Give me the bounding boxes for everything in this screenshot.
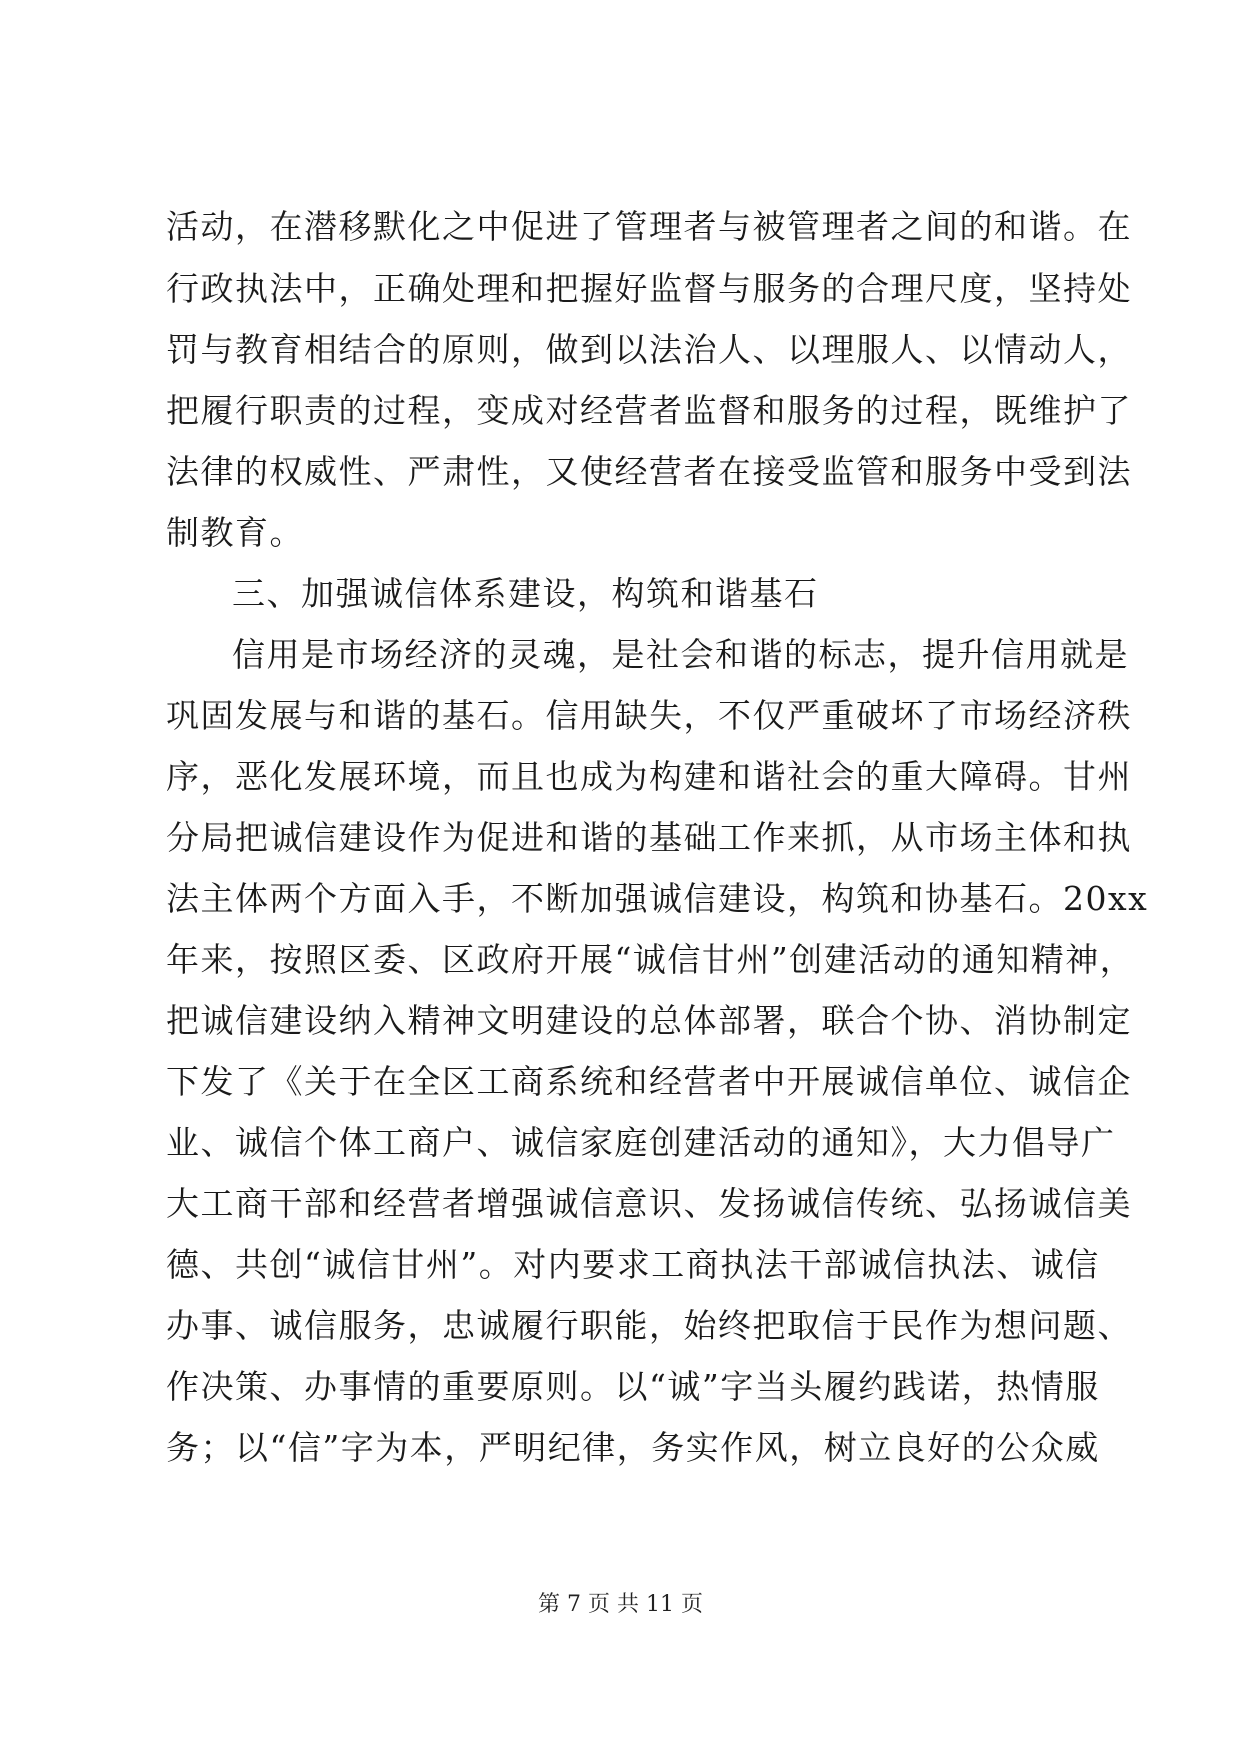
section-heading: 三、加强诚信体系建设，构筑和谐基石	[232, 574, 819, 613]
body-text-line: 巩固发展与和谐的基石。信用缺失，不仅严重破坏了市场经济秩	[166, 696, 1132, 735]
body-text-line: 法主体两个方面入手，不断加强诚信建设，构筑和协基石。20xx	[166, 879, 1149, 918]
body-text-line: 大工商干部和经营者增强诚信意识、发扬诚信传统、弘扬诚信美	[166, 1184, 1132, 1223]
body-text-line: 制教育。	[166, 513, 304, 552]
body-text-line: 罚与教育相结合的原则，做到以法治人、以理服人、以情动人，	[166, 330, 1132, 369]
body-text-line: 把诚信建设纳入精神文明建设的总体部署，联合个协、消协制定	[166, 1001, 1132, 1040]
body-text-line: 活动，在潜移默化之中促进了管理者与被管理者之间的和谐。在	[166, 207, 1132, 246]
body-text-line: 业、诚信个体工商户、诚信家庭创建活动的通知》，大力倡导广	[166, 1123, 1116, 1162]
body-text-line: 信用是市场经济的灵魂，是社会和谐的标志，提升信用就是	[232, 635, 1129, 674]
body-text-line: 把履行职责的过程，变成对经营者监督和服务的过程，既维护了	[166, 391, 1132, 430]
body-text-line: 序，恶化发展环境，而且也成为构建和谐社会的重大障碍。甘州	[166, 757, 1132, 796]
body-text-line: 行政执法中，正确处理和把握好监督与服务的合理尺度，坚持处	[166, 269, 1132, 308]
page-footer: 第 7 页 共 11 页	[538, 1592, 703, 1617]
body-text-line: 下发了《关于在全区工商系统和经营者中开展诚信单位、诚信企	[166, 1062, 1132, 1101]
body-text-line: 作决策、办事情的重要原则。以“诚”字当头履约践诺，热情服	[166, 1367, 1100, 1406]
body-text-line: 务；以“信”字为本，严明纪律，务实作风，树立良好的公众威	[166, 1428, 1100, 1467]
body-text-line: 德、共创“诚信甘州”。对内要求工商执法干部诚信执法、诚信	[166, 1245, 1100, 1284]
body-text-line: 法律的权威性、严肃性，又使经营者在接受监管和服务中受到法	[166, 452, 1132, 491]
body-text-line: 年来，按照区委、区政府开展“诚信甘州”创建活动的通知精神，	[166, 940, 1135, 979]
body-text-line: 办事、诚信服务，忠诚履行职能，始终把取信于民作为想问题、	[166, 1306, 1132, 1345]
body-text-line: 分局把诚信建设作为促进和谐的基础工作来抓，从市场主体和执	[166, 818, 1132, 857]
